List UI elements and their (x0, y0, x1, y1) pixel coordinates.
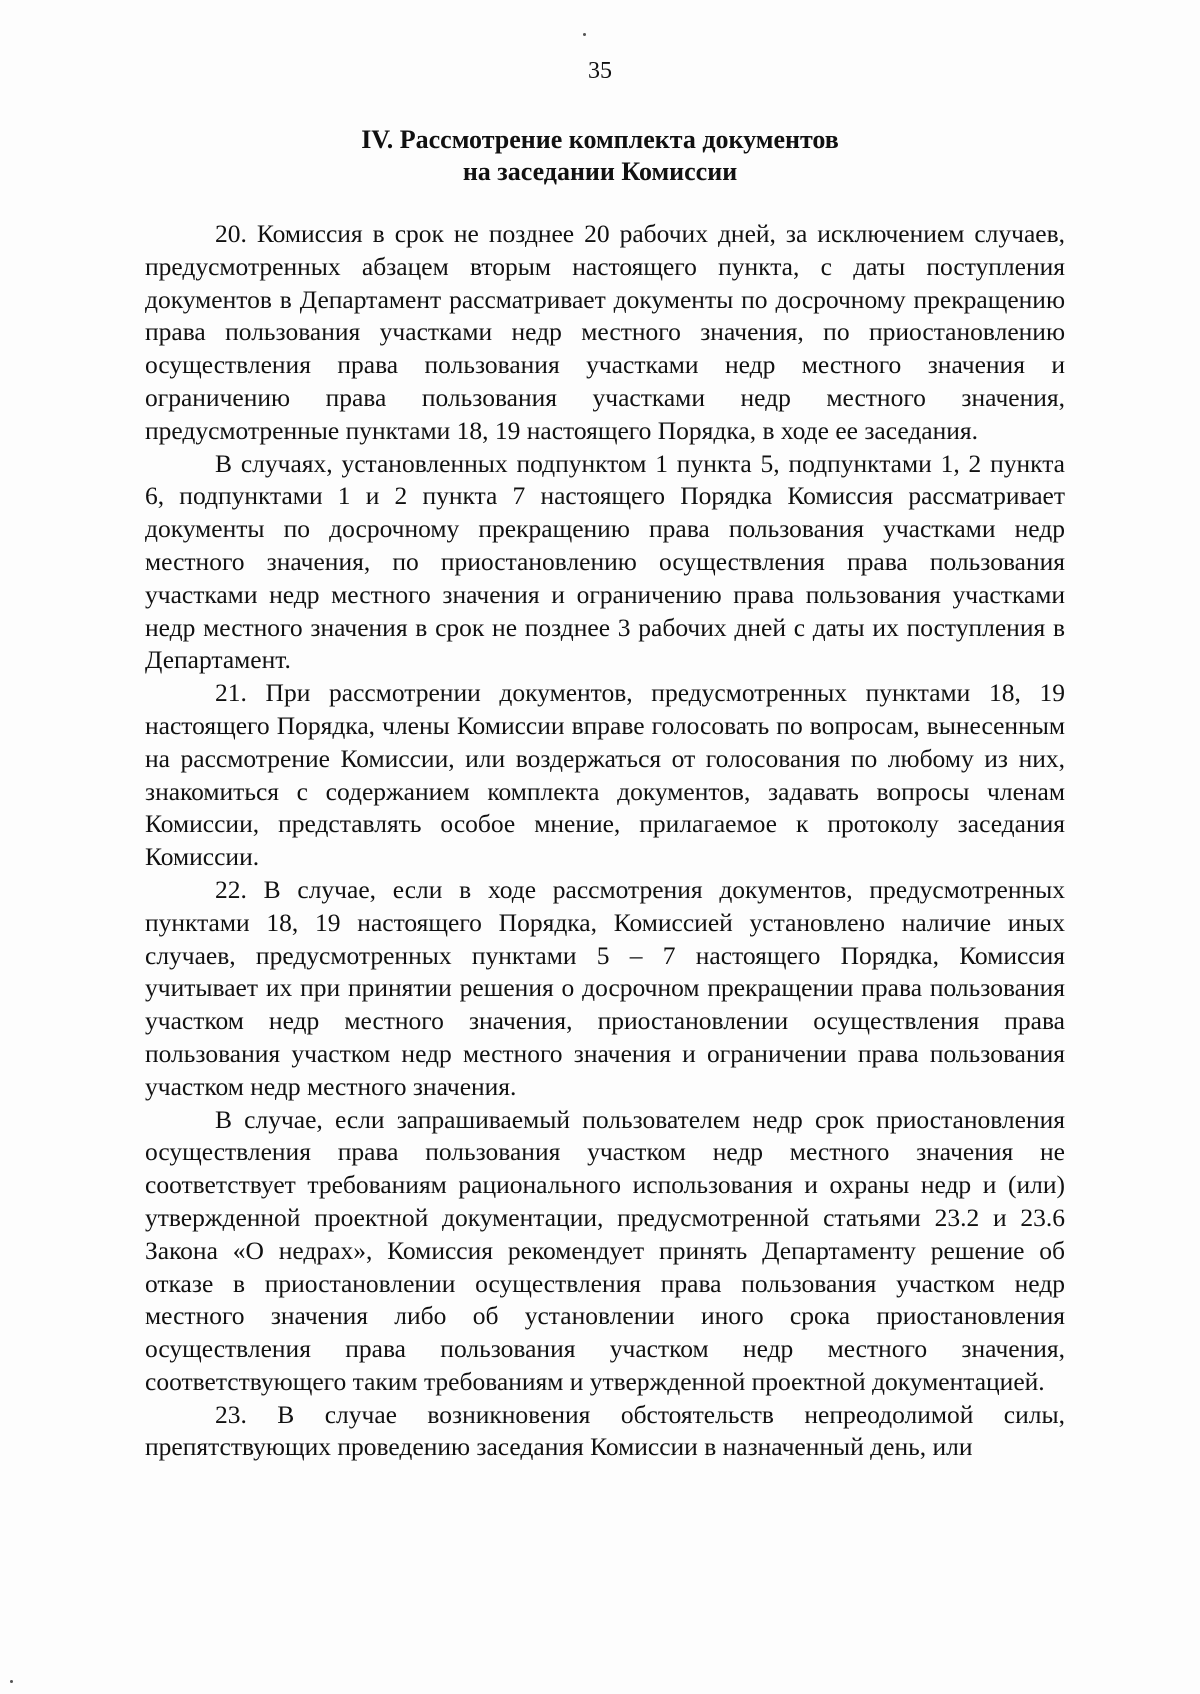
paragraph-22-second: В случае, если запрашиваемый пользователем недр срок приостановления осуществления права пользования участком недр местного значения не соответствует требованиям рационального использования и охраны недр и (или) утвержденной проектной документации, предусмотренной статьями 23.2 и 23.6 Закона «О недрах», Комиссия рекомендует принять Департаменту решение об отказе в приостановлении осуществления права пользования участком недр местного значения либо об установлении иного срока приостановления осуществления права пользования участком недр местного значения, соответствующего таким требованиям и утвержденной проектной документацией. (145, 1104, 1065, 1396)
section-heading-line-1: IV. Рассмотрение комплекта документов (361, 125, 839, 154)
paragraph-20-second: В случаях, установленных подпунктом 1 пункта 5, подпунктами 1, 2 пункта 6, подпунктами 1 и 2 пункта 7 настоящего Порядка Комиссия рассматривает документы по досрочному прекращению права пользования участками недр местного значения, по приостановлению осуществления права пользования участками недр местного значения и ограничению права пользования участками недр местного значения в срок не позднее 3 рабочих дней с даты их поступления в Департамент. (145, 448, 1065, 675)
paragraph-22: 22. В случае, если в ходе рассмотрения документов, предусмотренных пунктами 18, 19 настоящего Порядка, Комиссией установлено наличие иных случаев, предусмотренных пунктами 5 – 7 настоящего Порядка, Комиссия учитывает их при принятии решения о досрочном прекращении права пользования участком недр местного значения, приостановлении осуществления права пользования участком недр местного значения и ограничении права пользования участком недр местного значения. (145, 874, 1065, 1101)
page-number: 35 (588, 58, 612, 84)
paragraph-20: 20. Комиссия в срок не позднее 20 рабочих дней, за исключением случаев, предусмотренных абзацем вторым настоящего пункта, с даты поступления документов в Департамент рассматривает документы по досрочному прекращению права пользования участками недр местного значения, по приостановлению осуществления права пользования участками недр местного значения и ограничению права пользования участками недр местного значения, предусмотренные пунктами 18, 19 настоящего Порядка, в ходе ее заседания. (145, 219, 1065, 445)
section-heading-line-2: на заседании Комиссии (462, 157, 738, 186)
paragraph-23: 23. В случае возникновения обстоятельств непреодолимой силы, препятствующих проведению заседания Комиссии в назначенный день, или (145, 1399, 1065, 1462)
scan-speck (583, 33, 586, 36)
paragraph-21: 21. При рассмотрении документов, предусмотренных пунктами 18, 19 настоящего Порядка, члены Комиссии вправе голосовать по вопросам, вынесенным на рассмотрение Комиссии, или воздержаться от голосования по любому из них, знакомиться с содержанием комплекта документов, задавать вопросы членам Комиссии, представлять особое мнение, прилагаемое к протоколу заседания Комиссии. (145, 678, 1065, 872)
body-text (145, 218, 1065, 1464)
section-heading (0, 124, 1200, 188)
scan-speck (10, 1680, 13, 1683)
